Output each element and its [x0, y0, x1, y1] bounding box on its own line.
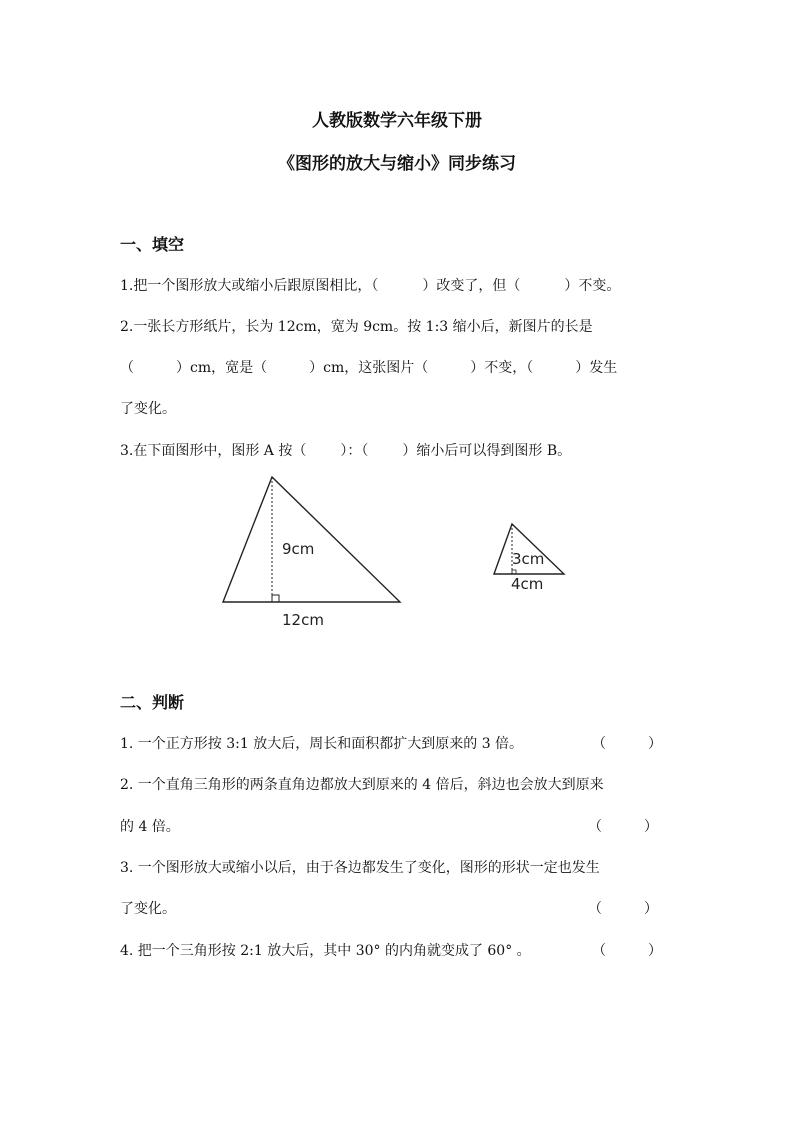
judge-2-line2: 的 4 倍。 — [120, 819, 180, 835]
q2-text-d: ）不变，（ — [470, 360, 534, 376]
section-fill-blank-heading: 一、填空 — [120, 235, 185, 254]
judge-1-text: 1. 一个正方形按 3:1 放大后，周长和面积都扩大到原来的 3 倍。 — [120, 736, 524, 752]
right-angle-marker — [272, 595, 279, 602]
judge-2-line1: 2. 一个直角三角形的两条直角边都放大到原来的 4 倍后，斜边也会放大到原来 — [120, 777, 604, 793]
page-title: 人教版数学六年级下册 — [312, 111, 482, 131]
page-subtitle: 《图形的放大与缩小》同步练习 — [278, 154, 516, 174]
triangle-b-base-label: 4cm — [511, 575, 544, 593]
q2-text-c: ）cm，这张图片（ — [309, 360, 429, 376]
triangle-a-base-label: 12cm — [282, 611, 324, 629]
q3-text-c: ）缩小后可以得到图形 B。 — [402, 443, 572, 459]
judge-3-line1: 3. 一个图形放大或缩小以后，由于各边都发生了变化，图形的形状一定也发生 — [120, 860, 600, 876]
q2-text-a: （ — [120, 360, 134, 376]
question-1-2-line1: 2.一张长方形纸片，长为 12cm，宽为 9cm。按 1:3 缩小后，新图片的长是 — [120, 319, 593, 335]
q3-text-b: ）：（ — [340, 443, 369, 459]
answer-bracket[interactable]: （ ） — [588, 819, 658, 835]
question-1-2-line3: 了变化。 — [120, 401, 176, 417]
section-judge-heading: 二、判断 — [120, 693, 185, 712]
q2-text-e: ）发生 — [575, 360, 618, 376]
q3-text-a: 3.在下面图形中，图形 A 按（ — [120, 443, 307, 459]
triangle-b-height-label: 3cm — [512, 550, 545, 568]
q1-text-c: ）不变。 — [564, 278, 621, 294]
q1-text-a: 1.把一个图形放大或缩小后跟原图相比，（ — [120, 278, 379, 294]
q2-text-b: ）cm，宽是（ — [176, 360, 268, 376]
judge-4-text: 4. 把一个三角形按 2:1 放大后，其中 30° 的内角就变成了 60° 。 — [120, 943, 531, 959]
answer-bracket[interactable]: （ ） — [592, 943, 662, 959]
answer-bracket[interactable]: （ ） — [588, 901, 658, 917]
q1-text-b: ）改变了，但（ — [422, 278, 521, 294]
answer-bracket[interactable]: （ ） — [592, 736, 662, 752]
judge-3-line2: 了变化。 — [120, 901, 176, 917]
triangle-a-height-label: 9cm — [282, 540, 315, 558]
